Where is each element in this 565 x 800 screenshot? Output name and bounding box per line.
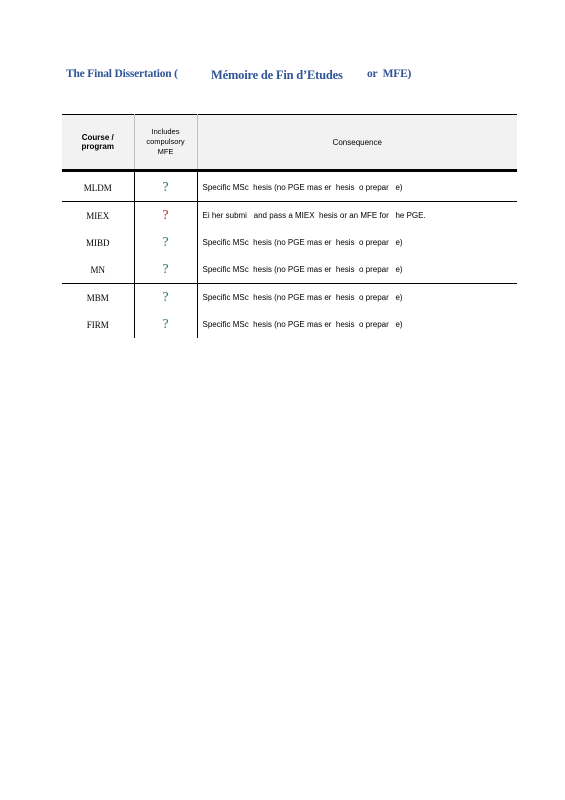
title-part-1: The Final Dissertation ( bbox=[66, 68, 178, 80]
header-course: Course / program bbox=[62, 115, 134, 171]
consequence-cell: Specific MSc hesis (no PGE mas er hesis o prepar e) bbox=[202, 265, 403, 274]
course-cell: MLDM bbox=[62, 171, 134, 202]
course-cell: MN bbox=[62, 256, 134, 284]
table-row bbox=[62, 171, 517, 202]
mfe-icon: ? bbox=[134, 171, 197, 202]
table-row bbox=[62, 311, 517, 338]
title-part-3: or MFE) bbox=[367, 68, 412, 80]
course-cell: MBM bbox=[62, 284, 134, 312]
header-consequence: Consequence bbox=[197, 115, 517, 171]
course-cell: MIBD bbox=[62, 229, 134, 256]
page-title bbox=[66, 68, 546, 86]
programs-table bbox=[62, 114, 517, 338]
table-row bbox=[62, 256, 517, 284]
table-row bbox=[62, 202, 517, 230]
mfe-icon: ? bbox=[134, 284, 197, 312]
programs-table-container bbox=[62, 114, 517, 338]
mfe-icon: ? bbox=[134, 311, 197, 338]
course-cell: FIRM bbox=[62, 311, 134, 338]
title-part-2: Mémoire de Fin d’Etudes bbox=[211, 68, 343, 82]
table-row bbox=[62, 284, 517, 312]
mfe-icon: ? bbox=[134, 202, 197, 230]
consequence-cell: Specific MSc hesis (no PGE mas er hesis o prepar e) bbox=[202, 238, 403, 247]
header-includes-mfe: Includes compulsory MFE bbox=[134, 115, 197, 171]
consequence-cell: Specific MSc hesis (no PGE mas er hesis o prepar e) bbox=[202, 320, 403, 329]
consequence-cell: Specific MSc hesis (no PGE mas er hesis o prepar e) bbox=[197, 284, 517, 312]
course-cell: MIEX bbox=[62, 202, 134, 230]
mfe-icon: ? bbox=[134, 229, 197, 256]
consequence-cell: Specific MSc hesis (no PGE mas er hesis o prepar e) bbox=[202, 183, 403, 192]
mfe-icon: ? bbox=[134, 256, 197, 284]
table-row bbox=[62, 229, 517, 256]
consequence-cell: Ei her submi and pass a MIEX hesis or an MFE for he PGE. bbox=[197, 202, 517, 230]
table-header-row bbox=[62, 115, 517, 171]
